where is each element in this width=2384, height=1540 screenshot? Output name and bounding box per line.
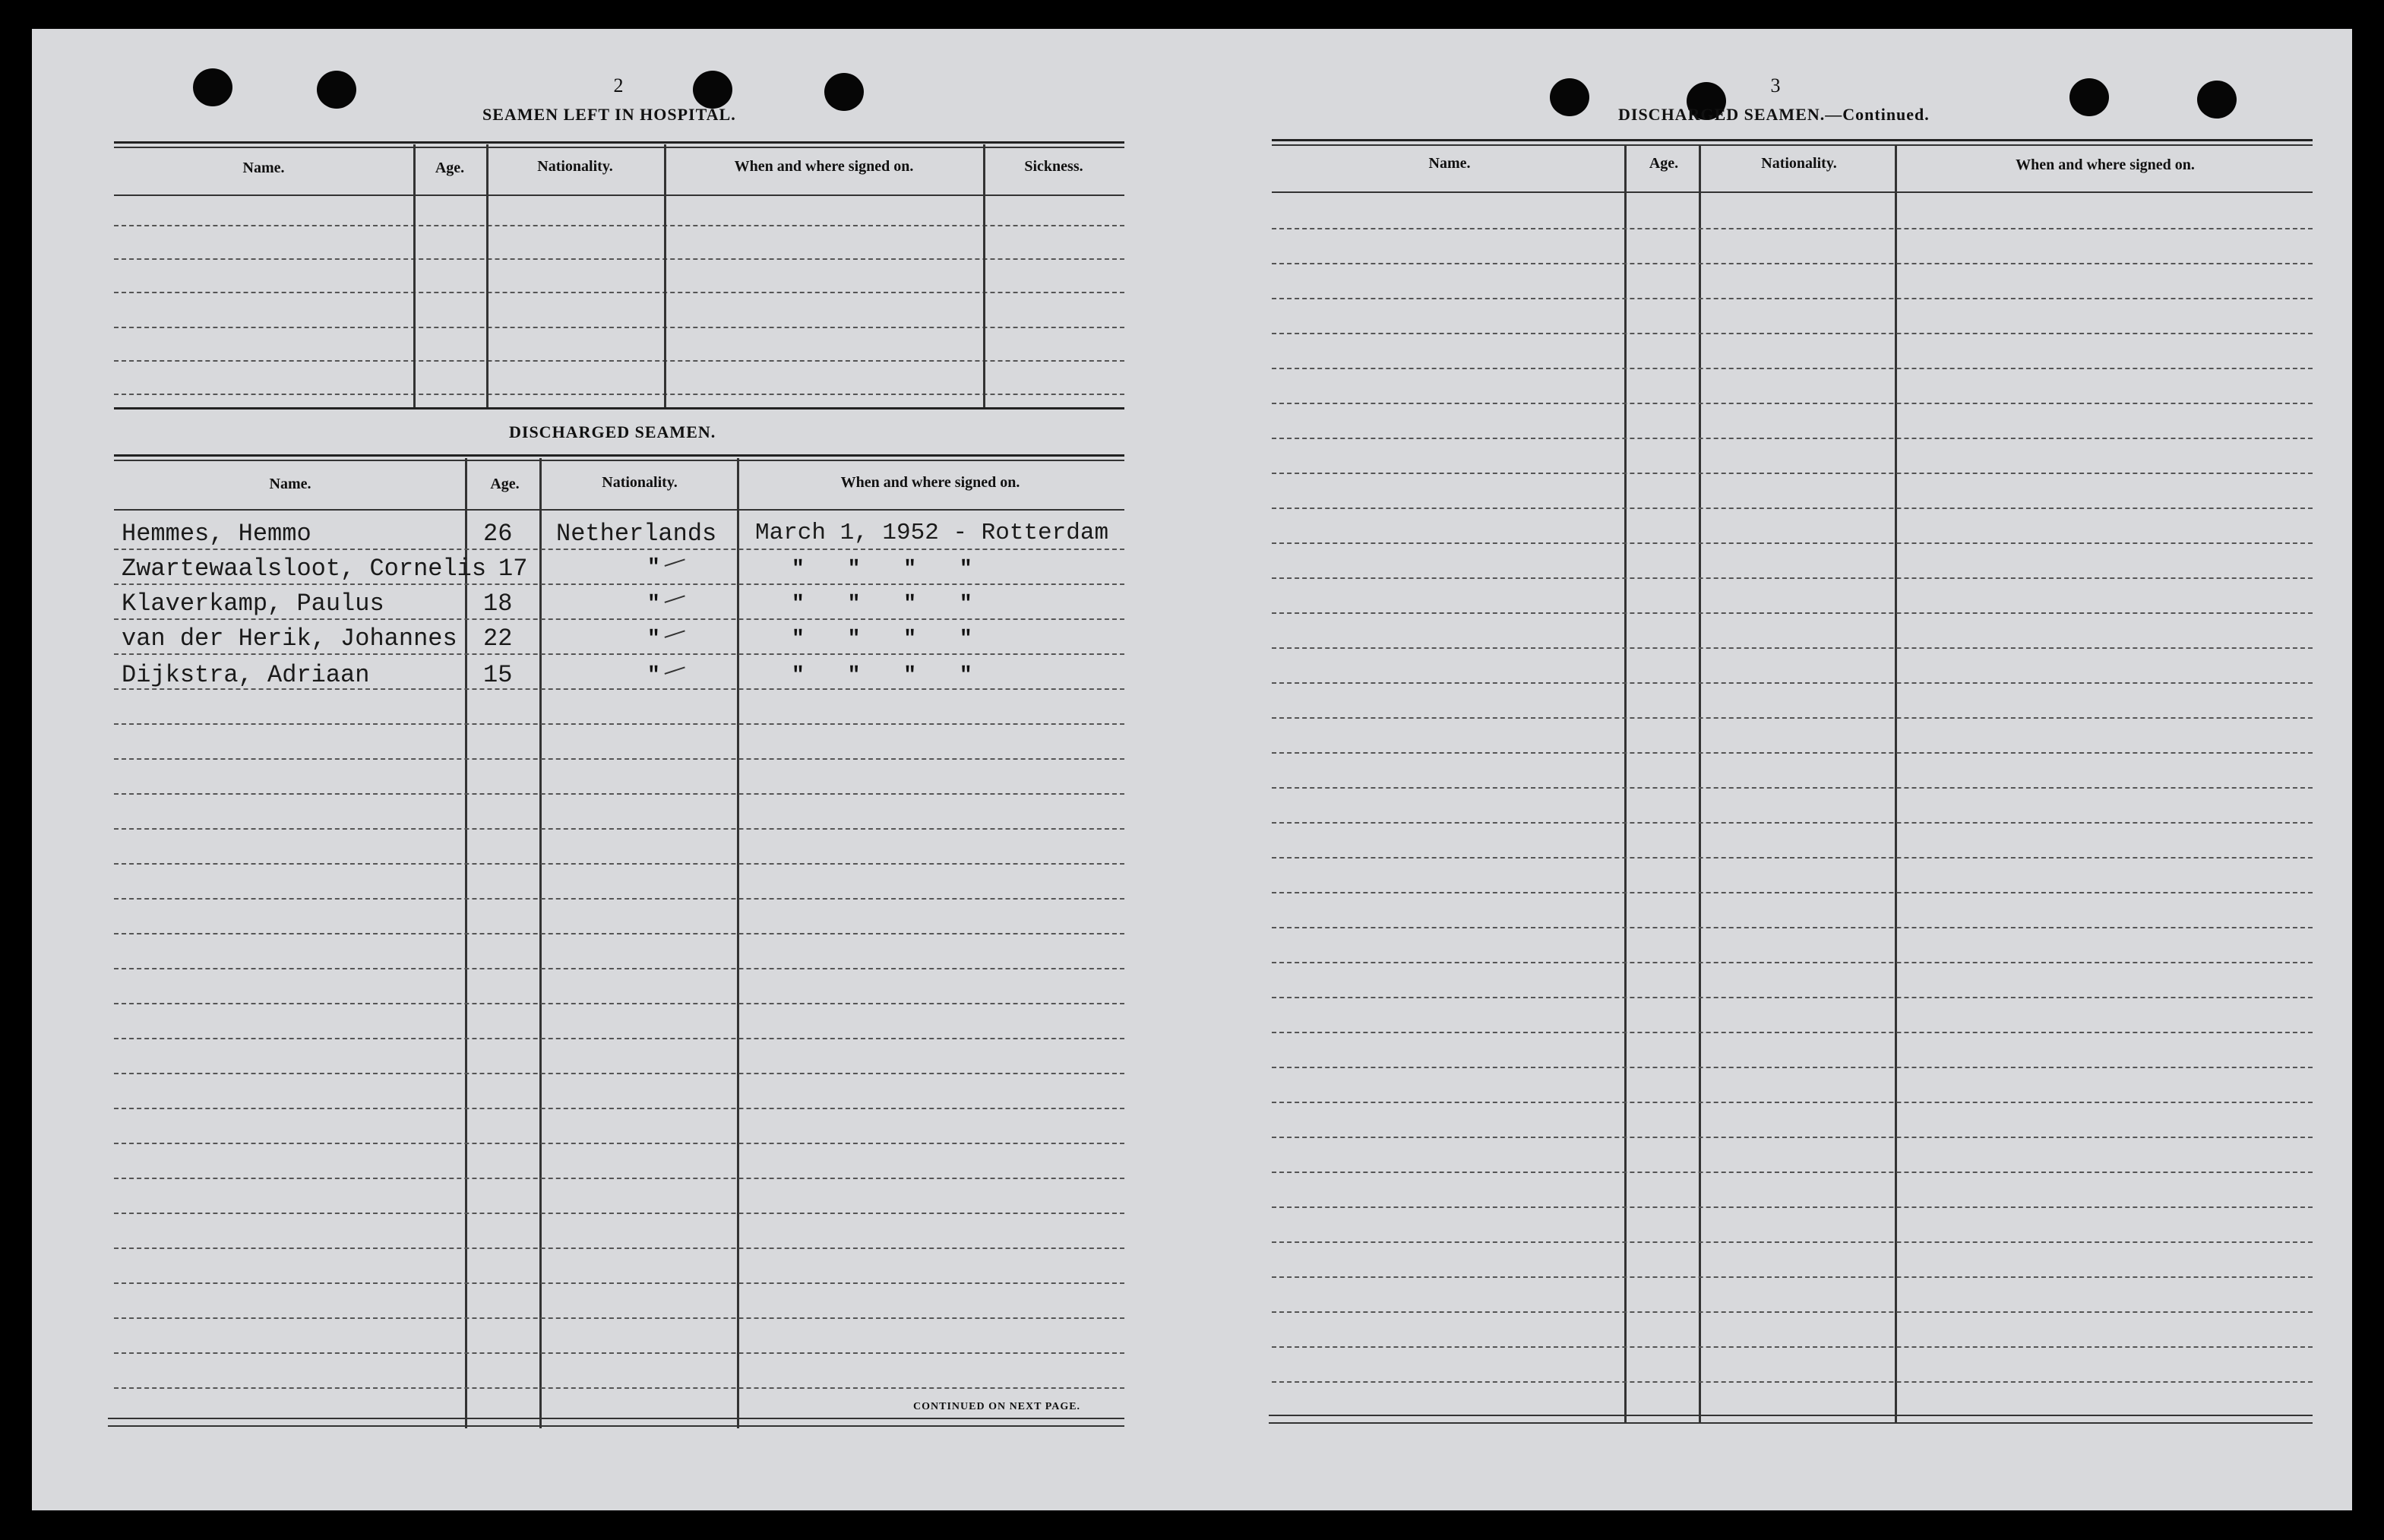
punch-hole bbox=[1550, 78, 1589, 116]
punch-hole bbox=[193, 68, 232, 106]
punch-hole bbox=[317, 71, 356, 109]
punch-hole bbox=[693, 71, 732, 109]
discharged-col-nationality: Nationality. bbox=[602, 474, 678, 491]
right-col-signed-on: When and where signed on. bbox=[2016, 157, 2195, 173]
continued-on-next-page: CONTINUED ON NEXT PAGE. bbox=[913, 1401, 1081, 1412]
hospital-col-sickness: Sickness. bbox=[1024, 158, 1083, 175]
hospital-col-nationality: Nationality. bbox=[537, 158, 613, 175]
check-mark-icon bbox=[661, 620, 685, 638]
table-row-2-signed-on: " " " " bbox=[792, 558, 972, 581]
right-col-nationality: Nationality. bbox=[1761, 155, 1837, 172]
table-row-3-nationality: " bbox=[647, 593, 660, 616]
table-row-5-age: 15 bbox=[483, 661, 513, 689]
hospital-section-title: SEAMEN LEFT IN HOSPITAL. bbox=[482, 105, 736, 124]
table-row-4-name: van der Herik, Johannes bbox=[122, 625, 457, 653]
table-row-4-nationality: " bbox=[647, 628, 660, 651]
discharged-section-title: DISCHARGED SEAMEN. bbox=[509, 422, 716, 441]
table-row-5-nationality: " bbox=[647, 664, 660, 688]
discharged-col-signed-on: When and where signed on. bbox=[840, 474, 1020, 491]
table-row-5-signed-on: " " " " bbox=[792, 664, 972, 688]
right-col-name: Name. bbox=[1428, 155, 1471, 172]
table-row-4-signed-on: " " " " bbox=[792, 628, 972, 651]
table-row-4-age: 22 bbox=[483, 625, 513, 653]
right-page-number: 3 bbox=[1770, 74, 1781, 96]
punch-hole bbox=[2197, 81, 2237, 119]
left-page-number: 2 bbox=[613, 74, 624, 96]
punch-hole bbox=[2069, 78, 2109, 116]
check-mark-icon bbox=[661, 549, 685, 567]
hospital-col-signed-on: When and where signed on. bbox=[734, 158, 914, 175]
right-col-age: Age. bbox=[1649, 155, 1679, 172]
table-row-1-name: Hemmes, Hemmo bbox=[122, 520, 311, 548]
hospital-col-name: Name. bbox=[242, 160, 285, 176]
crew-list-sheet bbox=[32, 29, 2352, 1510]
table-row-3-name: Klaverkamp, Paulus bbox=[122, 590, 384, 618]
table-row-3-signed-on: " " " " bbox=[792, 593, 972, 616]
discharged-col-name: Name. bbox=[269, 476, 311, 492]
discharged-col-age: Age. bbox=[490, 476, 520, 492]
hospital-col-age: Age. bbox=[435, 160, 465, 176]
table-row-2-age: 17 bbox=[498, 555, 528, 583]
punch-hole bbox=[824, 73, 864, 111]
table-row-3-age: 18 bbox=[483, 590, 513, 618]
table-row-1-signed-on: March 1, 1952 - Rotterdam bbox=[755, 520, 1109, 546]
table-row-1-nationality: Netherlands bbox=[556, 520, 717, 548]
right-page-title: DISCHARGED SEAMEN.—Continued. bbox=[1618, 105, 1930, 124]
table-row-2-nationality: " bbox=[647, 556, 660, 580]
table-row-5-name: Dijkstra, Adriaan bbox=[122, 661, 370, 689]
check-mark-icon bbox=[661, 656, 685, 675]
check-mark-icon bbox=[661, 585, 685, 603]
table-row-1-age: 26 bbox=[483, 520, 513, 548]
table-row-2-name: Zwartewaalsloot, Cornelis bbox=[122, 555, 487, 583]
